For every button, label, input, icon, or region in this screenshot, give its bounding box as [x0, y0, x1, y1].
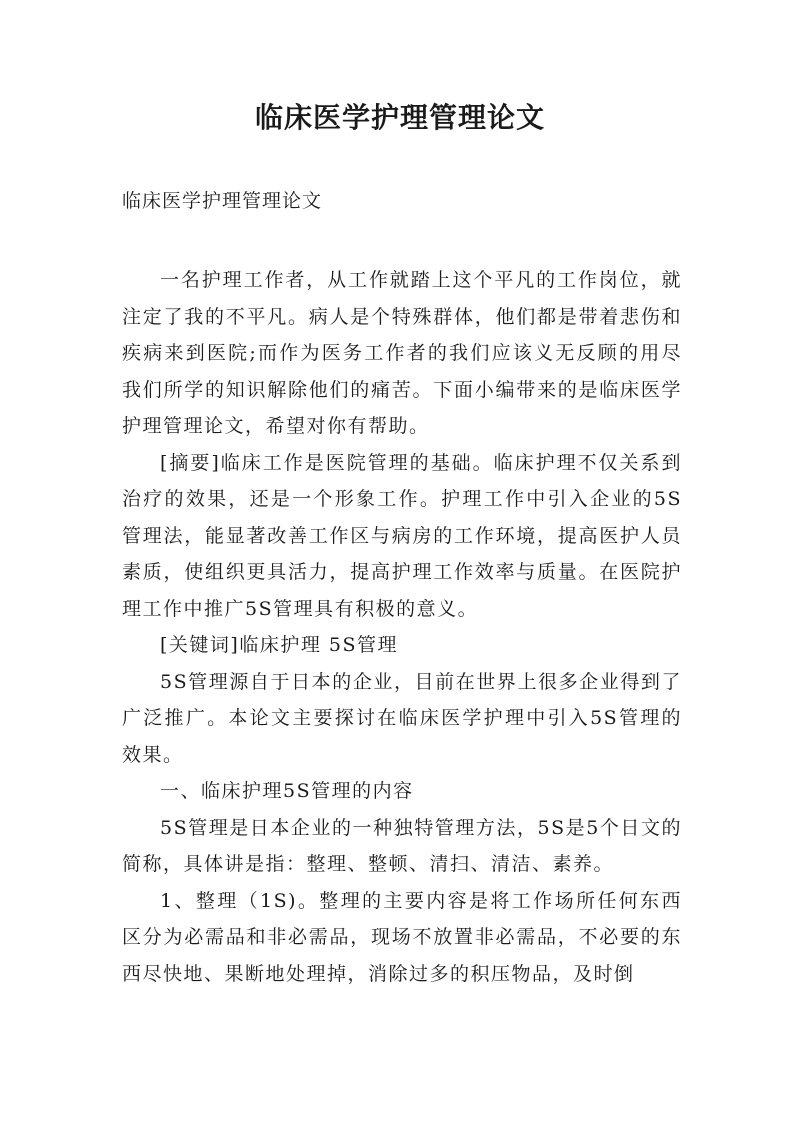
document-subtitle: 临床医学护理管理论文 — [122, 190, 323, 212]
document-body — [122, 262, 682, 992]
section-heading-1: 一、临床护理5S管理的内容 — [160, 780, 414, 802]
document-title: 临床医学护理管理论文 — [254, 101, 545, 134]
paragraph-1s-sort: 1、整理（1S)。整理的主要内容是将工作场所任何东西区分为必需品和非必需品，现场不放置非必需品，不必要的东西尽快地、果断地处理掉，消除过多的积压物品，及时倒 — [122, 889, 682, 985]
paragraph-5s-definition: 5S管理是日本企业的一种独特管理方法，5S是5个日文的简称，具体讲是指：整理、整顿、清扫、清洁、素养。 — [122, 816, 682, 875]
paragraph-abstract: [摘要]临床工作是医院管理的基础。临床护理不仅关系到治疗的效果，还是一个形象工作。护理工作中引入企业的5S管理法，能显著改善工作区与病房的工作环境，提高医护人员素质，使组织更具活力，提高护理工作效率与质量。在医院护理工作中推广5S管理具有积极的意义。 — [122, 451, 682, 620]
paragraph-5s-origin: 5S管理源自于日本的企业，目前在世界上很多企业得到了广泛推广。本论文主要探讨在临床医学护理中引入5S管理的效果。 — [122, 670, 682, 766]
paragraph-intro: 一名护理工作者，从工作就踏上这个平凡的工作岗位，就注定了我的不平凡。病人是个特殊群体，他们都是带着悲伤和疾病来到医院;而作为医务工作者的我们应该义无反顾的用尽我们所学的知识解除他们的痛苦。下面小编带来的是临床医学护理管理论文，希望对你有帮助。 — [122, 269, 682, 437]
paragraph-keywords: [关键词]临床护理 5S管理 — [160, 634, 398, 656]
